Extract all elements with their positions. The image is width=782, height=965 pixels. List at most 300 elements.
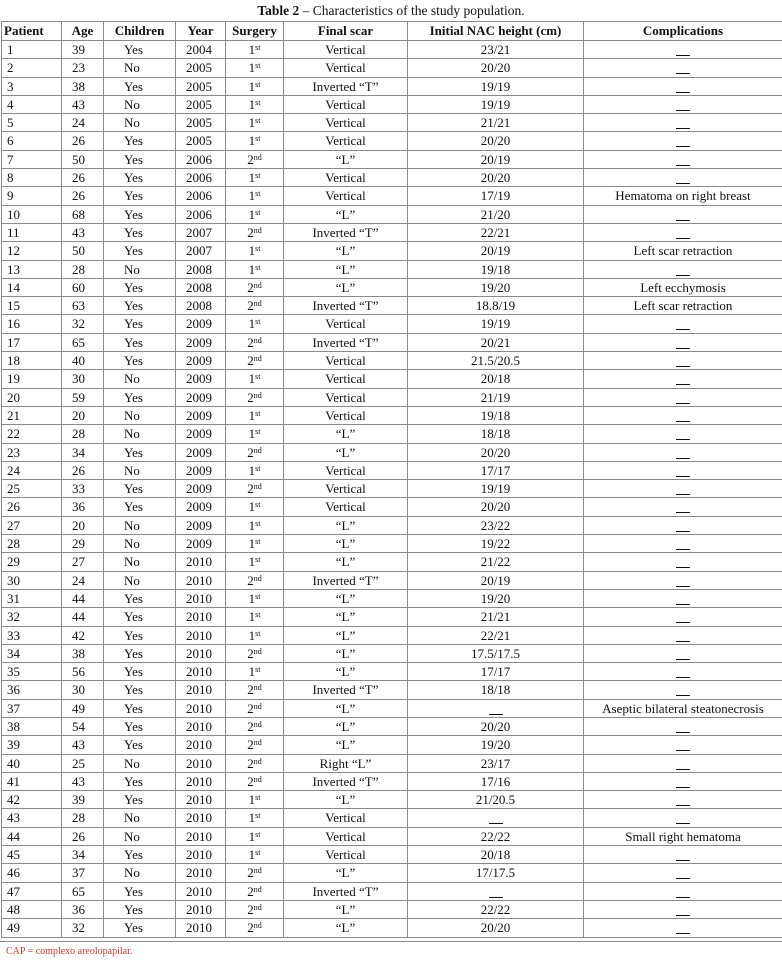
cell-age: 39 [62,41,104,59]
surgery-ordinal: st [255,171,260,180]
surgery-ordinal: st [255,61,260,70]
cell-final-scar: Vertical [284,114,408,132]
table-row [2,900,782,918]
cell-age: 50 [62,242,104,260]
cell-nac-height: 23/21 [408,41,584,59]
cell-nac-height: 18/18 [408,425,584,443]
surgery-ordinal: nd [254,446,262,455]
cell-age: 43 [62,736,104,754]
cell-age: 20 [62,406,104,424]
cell-complications [584,644,782,662]
cell-complications [584,772,782,790]
cell-patient: 21 [2,406,62,424]
cell-final-scar: “L” [284,608,408,626]
cell-surgery [226,260,284,278]
cell-nac-height: 21/20.5 [408,791,584,809]
cell-nac-height: 20/20 [408,717,584,735]
cell-complications [584,754,782,772]
table-row [2,498,782,516]
cell-children: Yes [104,736,176,754]
cell-complications [584,315,782,333]
surgery-ordinal: nd [254,702,262,711]
cell-surgery [226,754,284,772]
cell-final-scar: Vertical [284,370,408,388]
cell-surgery [226,626,284,644]
cell-surgery [226,114,284,132]
cell-nac-height: 22/22 [408,827,584,845]
table-row [2,864,782,882]
cell-surgery [226,352,284,370]
cell-age: 28 [62,425,104,443]
cell-age: 29 [62,535,104,553]
cell-surgery [226,333,284,351]
cell-year: 2010 [176,754,226,772]
cell-age: 36 [62,900,104,918]
empty-dash [676,629,690,642]
surgery-number: 1 [249,536,256,551]
cell-nac-height: 20/19 [408,571,584,589]
cell-age: 24 [62,571,104,589]
table-row [2,95,782,113]
surgery-ordinal: st [255,134,260,143]
cell-patient: 49 [2,919,62,937]
cell-children: No [104,461,176,479]
cell-children: Yes [104,223,176,241]
cell-children: No [104,571,176,589]
cell-patient: 28 [2,535,62,553]
cell-children: Yes [104,681,176,699]
empty-dash [676,500,690,513]
cell-children: No [104,114,176,132]
surgery-ordinal: st [255,98,260,107]
cell-age: 26 [62,461,104,479]
table-row [2,297,782,315]
cell-children: Yes [104,187,176,205]
cell-surgery [226,388,284,406]
surgery-ordinal: nd [254,775,262,784]
cell-patient: 10 [2,205,62,223]
cell-children: Yes [104,498,176,516]
cell-patient: 43 [2,809,62,827]
cell-age: 59 [62,388,104,406]
cell-complications [584,516,782,534]
cell-age: 32 [62,919,104,937]
cell-surgery [226,297,284,315]
cell-patient: 11 [2,223,62,241]
cell-year: 2010 [176,589,226,607]
cell-complications [584,498,782,516]
cell-nac-height: 21/22 [408,553,584,571]
cell-surgery [226,919,284,937]
cell-patient: 45 [2,846,62,864]
cell-complications [584,480,782,498]
cell-complications [584,681,782,699]
cell-surgery [226,699,284,717]
cell-final-scar: “L” [284,443,408,461]
surgery-number: 2 [247,225,254,240]
cell-complications: Left scar retraction [584,297,782,315]
cell-nac-height: 17.5/17.5 [408,644,584,662]
surgery-number: 2 [247,481,254,496]
cell-age: 39 [62,791,104,809]
surgery-ordinal: st [255,116,260,125]
table-row [2,260,782,278]
cell-nac-height: 19/18 [408,260,584,278]
table-body [2,41,782,938]
cell-final-scar: Vertical [284,352,408,370]
surgery-number: 1 [249,243,256,258]
cell-final-scar: Vertical [284,846,408,864]
cell-surgery [226,608,284,626]
cell-surgery [226,663,284,681]
cell-children: Yes [104,77,176,95]
cell-year: 2010 [176,827,226,845]
cell-nac-height: 23/17 [408,754,584,772]
cell-surgery [226,644,284,662]
cell-year: 2009 [176,535,226,553]
cell-final-scar: “L” [284,205,408,223]
footnote-bar [0,941,782,965]
table-row [2,59,782,77]
cell-patient: 29 [2,553,62,571]
cell-year: 2010 [176,663,226,681]
surgery-ordinal: nd [254,226,262,235]
cell-nac-height: 20/20 [408,132,584,150]
surgery-ordinal: st [255,537,260,546]
surgery-ordinal: st [255,500,260,509]
cell-children: No [104,95,176,113]
surgery-ordinal: nd [254,647,262,656]
table-row [2,443,782,461]
surgery-ordinal: nd [254,354,262,363]
empty-dash [676,134,690,147]
cell-patient: 9 [2,187,62,205]
cell-year: 2010 [176,900,226,918]
table-title-text: – Characteristics of the study population. [299,3,524,18]
cell-surgery [226,809,284,827]
cell-patient: 4 [2,95,62,113]
empty-dash [676,720,690,733]
cell-children: Yes [104,480,176,498]
table-row [2,589,782,607]
cell-surgery [226,169,284,187]
cell-patient: 48 [2,900,62,918]
cell-year: 2010 [176,699,226,717]
cell-year: 2009 [176,516,226,534]
surgery-ordinal: nd [254,866,262,875]
cell-age: 49 [62,699,104,717]
cell-final-scar: “L” [284,644,408,662]
surgery-ordinal: st [255,629,260,638]
cell-complications [584,406,782,424]
surgery-ordinal: st [255,263,260,272]
surgery-number: 1 [249,829,256,844]
cell-children: Yes [104,846,176,864]
cell-patient: 12 [2,242,62,260]
surgery-number: 2 [247,335,254,350]
empty-dash [676,903,690,916]
surgery-ordinal: st [255,848,260,857]
cell-surgery [226,498,284,516]
cell-children: Yes [104,205,176,223]
cell-surgery [226,827,284,845]
cell-surgery [226,59,284,77]
cell-nac-height: 20/18 [408,846,584,864]
cell-complications [584,59,782,77]
surgery-number: 1 [249,499,256,514]
surgery-number: 1 [249,609,256,624]
surgery-ordinal: nd [254,281,262,290]
cell-patient: 27 [2,516,62,534]
cell-patient: 26 [2,498,62,516]
cell-complications: Left scar retraction [584,242,782,260]
cell-patient: 32 [2,608,62,626]
cell-surgery [226,717,284,735]
cell-children: Yes [104,169,176,187]
surgery-number: 1 [249,463,256,478]
cell-final-scar: “L” [284,242,408,260]
table-row [2,516,782,534]
cell-nac-height: 19/20 [408,589,584,607]
surgery-number: 1 [249,847,256,862]
cell-surgery [226,223,284,241]
cell-children: Yes [104,900,176,918]
cell-age: 28 [62,809,104,827]
cell-year: 2004 [176,41,226,59]
table-row [2,169,782,187]
cell-children: Yes [104,663,176,681]
cell-nac-height: 17/17 [408,663,584,681]
cell-complications [584,223,782,241]
surgery-ordinal: nd [254,299,262,308]
surgery-ordinal: nd [254,921,262,930]
cell-nac-height: 17/17 [408,461,584,479]
cell-complications [584,205,782,223]
surgery-number: 2 [247,573,254,588]
cell-patient: 20 [2,388,62,406]
cell-age: 30 [62,370,104,388]
cell-children: No [104,59,176,77]
cell-age: 23 [62,59,104,77]
cell-children: Yes [104,315,176,333]
empty-dash [676,885,690,898]
cell-children: Yes [104,626,176,644]
surgery-ordinal: st [255,610,260,619]
cell-year: 2010 [176,809,226,827]
surgery-number: 1 [249,664,256,679]
cell-age: 65 [62,333,104,351]
table-row [2,772,782,790]
cell-final-scar: Vertical [284,315,408,333]
cell-surgery [226,242,284,260]
empty-dash [676,519,690,532]
surgery-number: 2 [247,445,254,460]
table-row [2,480,782,498]
cell-nac-height: 21/21 [408,608,584,626]
surgery-ordinal: st [255,43,260,52]
cell-patient: 34 [2,644,62,662]
cell-surgery [226,480,284,498]
header-complications: Complications [584,22,782,41]
table-row [2,663,782,681]
cell-year: 2010 [176,626,226,644]
cell-surgery [226,425,284,443]
cell-patient: 25 [2,480,62,498]
cell-final-scar: “L” [284,736,408,754]
cell-patient: 41 [2,772,62,790]
table-row [2,919,782,937]
cell-final-scar: Inverted “T” [284,297,408,315]
surgery-number: 2 [247,280,254,295]
cell-nac-height [408,809,584,827]
cell-surgery [226,95,284,113]
table-row [2,425,782,443]
cell-year: 2009 [176,443,226,461]
cell-nac-height: 18/18 [408,681,584,699]
surgery-number: 1 [249,60,256,75]
cell-nac-height: 17/19 [408,187,584,205]
cell-final-scar: Vertical [284,480,408,498]
cell-year: 2010 [176,681,226,699]
header-nac-height: Initial NAC height (cm) [408,22,584,41]
surgery-ordinal: st [255,189,260,198]
cell-complications [584,809,782,827]
surgery-number: 1 [249,262,256,277]
cell-nac-height [408,882,584,900]
cell-children: No [104,425,176,443]
table-row [2,278,782,296]
surgery-ordinal: st [255,519,260,528]
cell-final-scar: Inverted “T” [284,77,408,95]
cell-final-scar: “L” [284,589,408,607]
surgery-number: 2 [247,737,254,752]
cell-complications [584,114,782,132]
cell-complications [584,77,782,95]
cell-nac-height: 20/20 [408,59,584,77]
cell-year: 2006 [176,187,226,205]
cell-year: 2010 [176,919,226,937]
cell-age: 30 [62,681,104,699]
cell-surgery [226,589,284,607]
surgery-number: 2 [247,774,254,789]
cell-nac-height: 22/21 [408,223,584,241]
cell-year: 2005 [176,59,226,77]
table-row [2,717,782,735]
cell-complications [584,791,782,809]
surgery-ordinal: nd [254,738,262,747]
cell-year: 2009 [176,370,226,388]
surgery-number: 1 [249,591,256,606]
empty-dash [676,683,690,696]
cell-year: 2009 [176,388,226,406]
empty-dash [676,555,690,568]
cell-patient: 37 [2,699,62,717]
cell-age: 32 [62,315,104,333]
cell-surgery [226,41,284,59]
cell-patient: 33 [2,626,62,644]
surgery-number: 1 [249,518,256,533]
cell-age: 34 [62,846,104,864]
cell-age: 26 [62,187,104,205]
table-row [2,846,782,864]
cell-year: 2010 [176,864,226,882]
header-patient: Patient [2,22,62,41]
table-row [2,370,782,388]
cell-children: Yes [104,388,176,406]
table-row [2,150,782,168]
cell-year: 2010 [176,717,226,735]
table-row [2,406,782,424]
cell-children: Yes [104,278,176,296]
cell-final-scar: “L” [284,425,408,443]
table-row [2,77,782,95]
cell-complications: Small right hematoma [584,827,782,845]
table-row [2,827,782,845]
surgery-number: 1 [249,371,256,386]
empty-dash [676,848,690,861]
cell-complications [584,370,782,388]
cell-surgery [226,205,284,223]
table-row [2,242,782,260]
header-age: Age [62,22,104,41]
cell-nac-height: 19/19 [408,480,584,498]
table-title-label: Table 2 [257,3,299,18]
empty-dash [676,80,690,93]
empty-dash [676,372,690,385]
cell-nac-height: 20/21 [408,333,584,351]
cell-age: 36 [62,498,104,516]
empty-dash [676,665,690,678]
cell-patient: 24 [2,461,62,479]
cell-final-scar: Vertical [284,41,408,59]
cell-children: No [104,864,176,882]
table-row [2,352,782,370]
surgery-number: 2 [247,298,254,313]
cell-final-scar: “L” [284,278,408,296]
empty-dash [676,574,690,587]
table-row [2,571,782,589]
cell-children: Yes [104,333,176,351]
table-row [2,205,782,223]
cell-surgery [226,772,284,790]
cell-patient: 6 [2,132,62,150]
cell-nac-height: 20/20 [408,498,584,516]
cell-nac-height: 21.5/20.5 [408,352,584,370]
surgery-ordinal: nd [254,720,262,729]
surgery-ordinal: nd [254,683,262,692]
cell-year: 2009 [176,461,226,479]
surgery-number: 2 [247,701,254,716]
cell-nac-height: 22/21 [408,626,584,644]
surgery-number: 2 [247,152,254,167]
cell-complications [584,132,782,150]
surgery-number: 1 [249,188,256,203]
table-row [2,114,782,132]
cell-children: Yes [104,41,176,59]
cell-complications [584,95,782,113]
cell-final-scar: Vertical [284,388,408,406]
cell-age: 27 [62,553,104,571]
surgery-number: 1 [249,408,256,423]
cell-patient: 36 [2,681,62,699]
cell-nac-height: 17/16 [408,772,584,790]
cell-children: Yes [104,717,176,735]
cell-complications: Left ecchymosis [584,278,782,296]
cell-nac-height: 20/18 [408,370,584,388]
cell-year: 2010 [176,791,226,809]
cell-children: Yes [104,608,176,626]
cell-complications [584,663,782,681]
